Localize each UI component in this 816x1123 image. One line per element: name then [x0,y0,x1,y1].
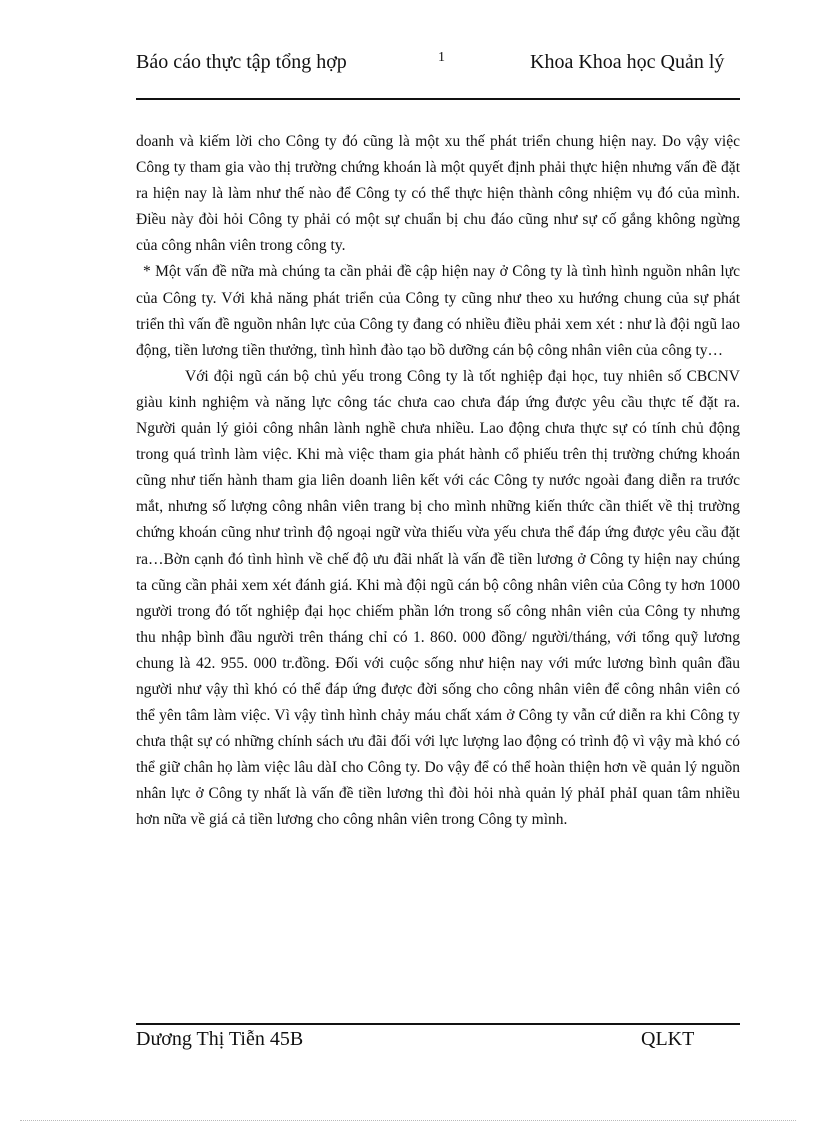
page-edge-divider [20,1120,796,1121]
header-rule [136,98,740,100]
page-number: 1 [438,50,445,65]
faculty-title: Khoa Khoa học Quản lý [530,51,725,73]
footer-rule [136,1023,740,1025]
class-code: QLKT [641,1028,695,1050]
page-header [136,48,740,98]
paragraph-staff-wages: Với đội ngũ cán bộ chủ yếu trong Công ty là tốt nghiệp đại học, tuy nhiên số CBCNV giàu kinh nghiệm và năng lực công tác chưa cao chưa đáp ứng được yêu cầu thực tế đặt ra. Người quản lý giỏi công nhân lành nghề chưa nhiều. Lao động chưa thực sự có tính chủ động trong quá trình làm việc. Khi mà việc tham gia phát hành cổ phiếu trên thị trường chứng khoán cũng như tiến hành tham gia liên doanh liên kết với các Công ty nước ngoài đang diễn ra trước mắt, nhưng số lượng công nhân viên trang bị cho mình những kiến thức cần thiết về thị trường chứng khoán cũng như trình độ ngoại ngữ vừa thiếu vừa yếu chưa thể đáp ứng được yêu cầu đặt ra…Bờn cạnh đó tình hình về chế độ ưu đãi nhất là vấn đề tiền lương ở Công ty hiện nay chúng ta cũng cần phải xem xét đánh giá. Khi mà đội ngũ cán bộ công nhân viên của Công ty hơn 1000 người trong đó tốt nghiệp đại học chiếm phần lớn trong số công nhân viên của Công ty nhưng thu nhập bình đầu người trên tháng chỉ có 1. 860. 000 đồng/ người/tháng, với tổng quỹ lương chung là 42. 955. 000 tr.đồng. Đối với cuộc sống như hiện nay với mức lương bình quân đầu người như vậy thì khó có thể đáp ứng được đời sống cho công nhân viên để công nhân viên có thể yên tâm làm việc. Vì vậy tình hình chảy máu chất xám ở Công ty vẫn cứ diễn ra khi Công ty chưa thật sự có những chính sách ưu đãi đối với lực lượng lao động có trình độ vì vậy mà khó có thể giữ chân họ làm việc lâu dàI cho Công ty. Do vậy để có thể hoàn thiện hơn về quản lý nguồn nhân lực ở Công ty nhất là vấn đề tiền lương thì đòi hỏi nhà quản lý phảI phảI quan tâm nhiều hơn nữa về giá cả tiền lương cho công nhân viên trong Công ty mình. [136,367,740,829]
paragraph-continuation: doanh và kiếm lời cho Công ty đó cũng là một xu thế phát triển chung hiện nay. Do vậy việc Công ty tham gia vào thị trường chứng khoán là một quyết định phải thực hiện nhưng vấn đề đặt ra hiện nay là làm như thế nào để Công ty có thể thực hiện thành công nhiệm vụ đó của mình. Điều này đòi hỏi Công ty phải có một sự chuẩn bị chu đáo cũng như sự cố gắng không ngừng của công nhân viên trong công ty. [136,133,740,255]
author-name: Dương Thị Tiễn 45B [136,1028,304,1050]
document-body [136,129,740,834]
report-title: Báo cáo thực tập tổng hợp [136,51,347,73]
paragraph-human-resources: * Một vấn đề nữa mà chúng ta cần phải đề cập hiện nay ở Công ty là tình hình nguồn nhân lực của Công ty. Với khả năng phát triển của Công ty cũng như theo xu hướng chung của sự phát triển thì vấn đề nguồn nhân lực của Công ty đang có nhiều điều phải xem xét : như là đội ngũ lao động, tiền lương tiền thưởng, tình hình đào tạo bồ dưỡng cán bộ công nhân viên của công ty… [136,263,740,359]
